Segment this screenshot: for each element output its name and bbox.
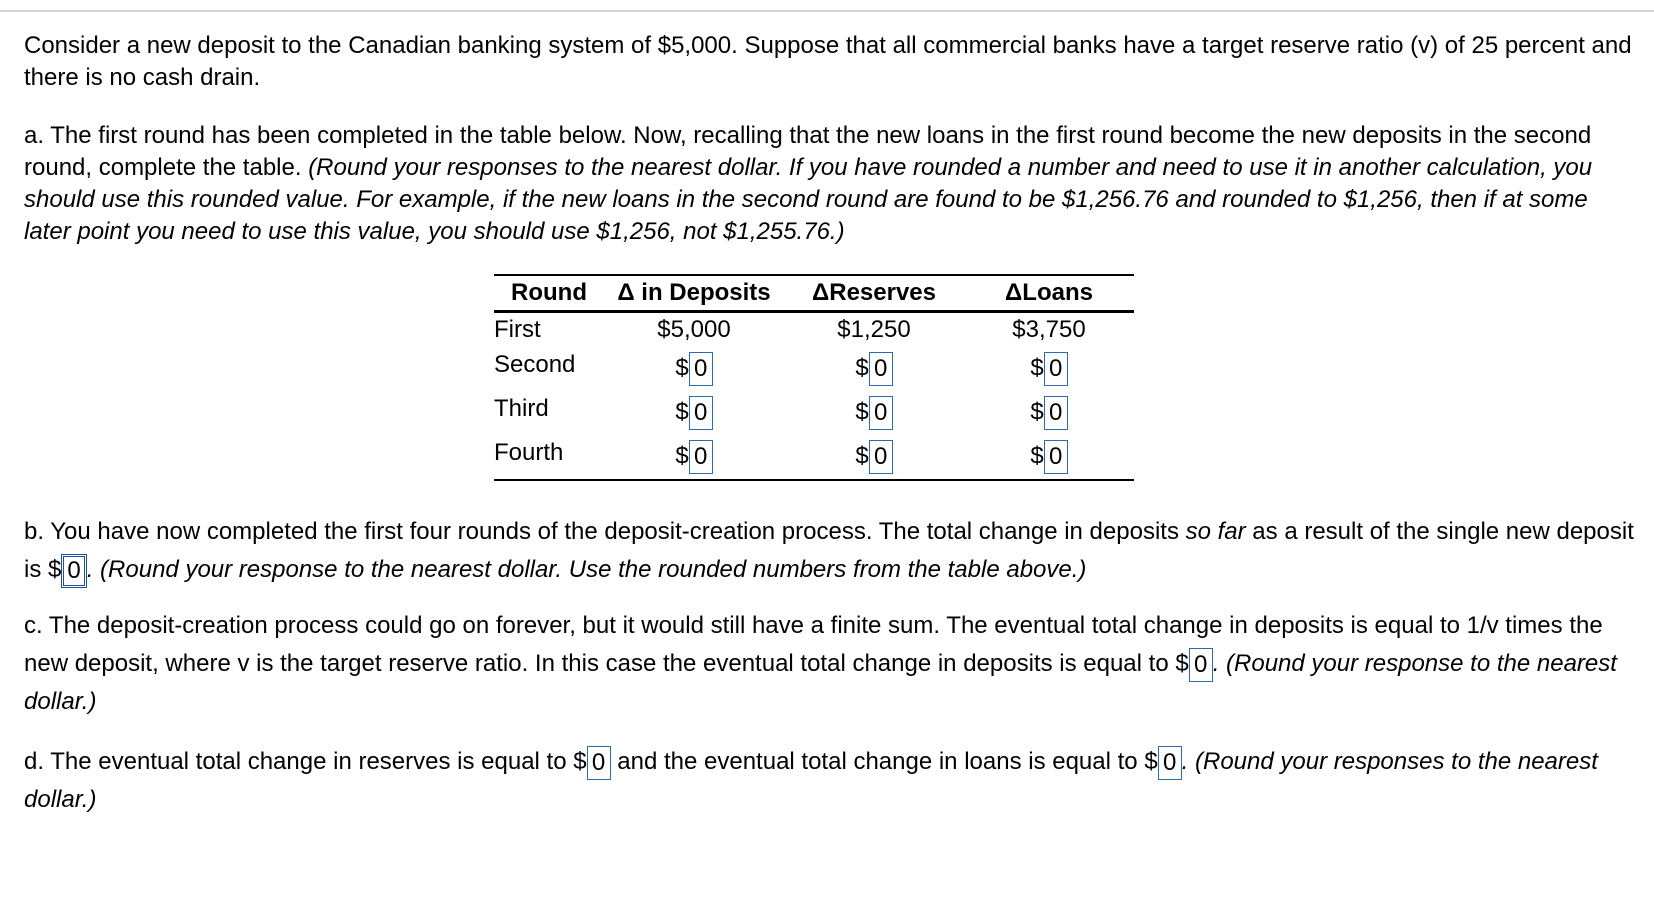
part-d-note: . (Round your responses to the nearest dollar.) <box>24 748 1598 813</box>
deposits-cell <box>604 347 784 391</box>
round-label: First <box>494 316 541 343</box>
currency-symbol: $ <box>1030 398 1044 426</box>
table-row-fourth <box>494 435 1134 480</box>
part-b-note: . (Round your response to the nearest dollar. Use the rounded numbers from the table above.) <box>86 556 1087 583</box>
question-body <box>24 30 1636 819</box>
currency-symbol: $ <box>675 398 689 426</box>
header-round: Round <box>511 279 587 306</box>
part-c-note: . (Round your response to the nearest dollar.) <box>24 650 1617 715</box>
part-b-text <box>24 513 1636 589</box>
second-loans-input[interactable]: 0 <box>1044 352 1068 386</box>
currency-symbol: $ <box>855 354 869 382</box>
header-loans: ΔLoans <box>1005 279 1093 306</box>
intro-text: Consider a new deposit to the Canadian banking system of $5,000. Suppose that all commercial banks have a target reserve ratio (v) of 25 percent and there is no cash drain. <box>24 32 1632 91</box>
part-b-emphasis: so far <box>1185 518 1246 545</box>
eventual-deposits-input[interactable]: 0 <box>1189 648 1213 682</box>
third-deposits-input[interactable]: 0 <box>689 396 713 430</box>
eventual-reserves-input[interactable]: 0 <box>587 746 611 780</box>
deposit-creation-table <box>494 274 1134 481</box>
part-b-lead: b. You have now completed the first four rounds of the deposit-creation process. The total change in deposits <box>24 518 1186 545</box>
total-deposits-so-far-input[interactable]: 0 <box>61 554 86 588</box>
loans-cell <box>964 391 1134 435</box>
part-a-note: (Round your responses to the nearest dollar. If you have rounded a number and need to use it in another calculation, you should use this rounded value. For example, if the new loans in the second round are found to be $1,256.76 and rounded to $1,256, then if at some later point you need to use this value, you should use $1,256, not $1,255.76.) <box>24 154 1593 245</box>
loans-cell <box>964 347 1134 391</box>
deposits-cell <box>604 391 784 435</box>
round-label: Fourth <box>494 439 564 466</box>
deposits-value: $5,000 <box>657 316 731 343</box>
part-b-prompt: as a result of the single new deposit is $ <box>24 518 1634 583</box>
second-deposits-input[interactable]: 0 <box>689 352 713 386</box>
round-label: Second <box>494 351 576 378</box>
currency-symbol: $ <box>675 354 689 382</box>
fourth-deposits-input[interactable]: 0 <box>689 440 713 474</box>
currency-symbol: $ <box>1030 442 1044 470</box>
loans-cell <box>964 435 1134 480</box>
part-c-prompt: c. The deposit-creation process could go on forever, but it would still have a finite sum. The eventual total change in deposits is equal to 1/v times the new deposit, where v is the target reserve ratio. In this case the eventual total change in deposits is equal to $ <box>24 612 1603 677</box>
reserves-value: $1,250 <box>837 316 911 343</box>
currency-symbol: $ <box>1030 354 1044 382</box>
reserves-cell <box>784 435 964 480</box>
table-row-second <box>494 347 1134 391</box>
part-c-text <box>24 607 1636 721</box>
header-reserves: ΔReserves <box>811 279 936 306</box>
currency-symbol: $ <box>855 442 869 470</box>
second-reserves-input[interactable]: 0 <box>869 352 893 386</box>
reserves-cell <box>784 391 964 435</box>
fourth-loans-input[interactable]: 0 <box>1044 440 1068 474</box>
part-d-prompt-reserves: d. The eventual total change in reserves is equal to $ <box>24 748 587 775</box>
eventual-loans-input[interactable]: 0 <box>1158 746 1182 780</box>
part-d-text <box>24 743 1636 819</box>
part-a-instruction: a. The first round has been completed in the table below. Now, recalling that the new loans in the first round become the new deposits in the second round, complete the table. <box>24 122 1592 181</box>
round-label: Third <box>494 395 549 422</box>
part-a-text <box>24 120 1636 248</box>
loans-value: $3,750 <box>1012 316 1086 343</box>
top-divider <box>0 10 1654 12</box>
table-row-first <box>494 312 1134 348</box>
deposits-cell <box>604 435 784 480</box>
part-d-prompt-loans: and the eventual total change in loans is equal to $ <box>610 748 1158 775</box>
third-reserves-input[interactable]: 0 <box>869 396 893 430</box>
fourth-reserves-input[interactable]: 0 <box>869 440 893 474</box>
currency-symbol: $ <box>675 442 689 470</box>
table-header-row <box>494 275 1134 312</box>
currency-symbol: $ <box>855 398 869 426</box>
third-loans-input[interactable]: 0 <box>1044 396 1068 430</box>
header-deposits: Δ in Deposits <box>617 279 771 306</box>
table-row-third <box>494 391 1134 435</box>
reserves-cell <box>784 347 964 391</box>
